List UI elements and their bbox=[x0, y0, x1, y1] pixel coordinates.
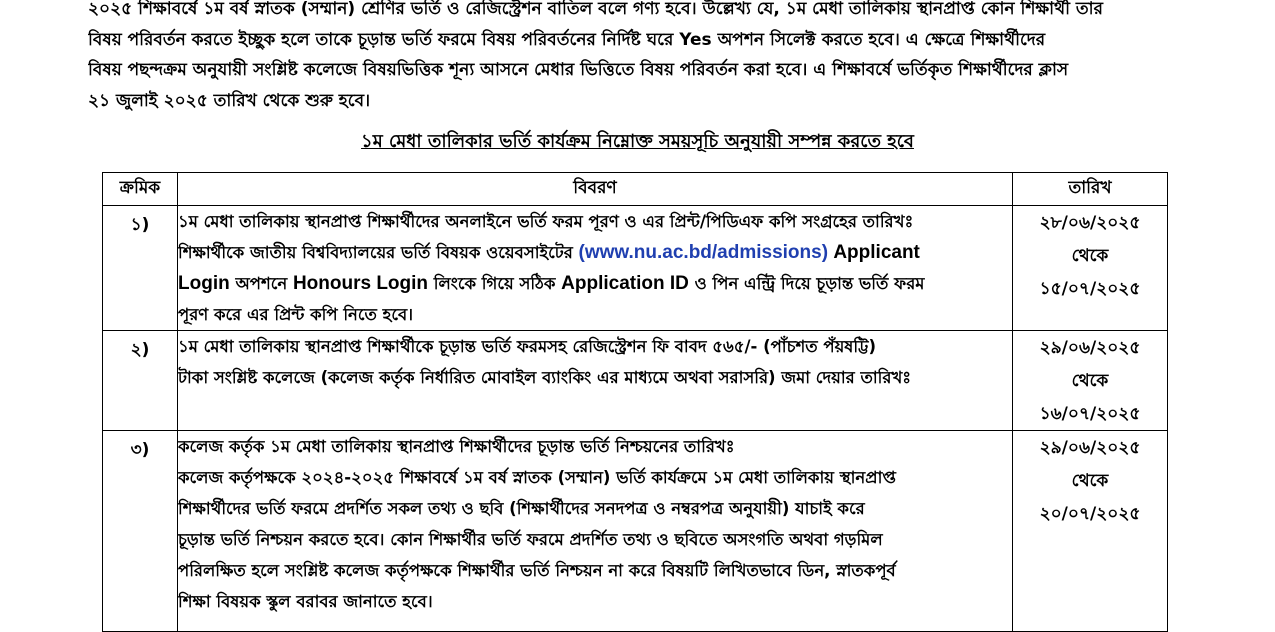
intro-line: ২০২৫ শিক্ষাবর্ষে ১ম বর্ষ স্নাতক (সম্মান) শ্রেণির ভর্তি ও রেজিস্ট্রেশন বাতিল বলে গণ্য হবে। উল্লেখ্য যে, ১ম মেধা তালিকায় স্থানপ্রাপ্ত কোন শিক্ষার্থী তার bbox=[88, 0, 1103, 19]
table-header-row bbox=[103, 173, 1168, 206]
description-cell bbox=[178, 206, 1013, 331]
description-text: ও পিন এন্ট্রি দিয়ে চূড়ান্ত ভর্তি ফরম bbox=[688, 274, 925, 293]
schedule-heading: ১ম মেধা তালিকার ভর্তি কার্যক্রম নিম্নোক্ত সময়সূচি অনুযায়ী সম্পন্ন করতে হবে bbox=[361, 131, 914, 152]
description-line: শিক্ষার্থীদের ভর্তি ফরমে প্রদর্শিত সকল তথ্য ও ছবি (শিক্ষার্থীদের সনদপত্র ও নম্বরপত্র অনুযায়ী) যাচাই করে bbox=[178, 499, 865, 518]
table-row bbox=[103, 331, 1168, 431]
description-line: পরিলক্ষিত হলে সংশ্লিষ্ট কলেজ কর্তৃপক্ষকে শিক্ষার্থীর ভর্তি নিশ্চয়ন না করে বিষয়টি লিখিতভাবে ডিন, স্নাতকপূর্ব bbox=[178, 561, 896, 580]
serial-number: ১) bbox=[130, 215, 150, 235]
header-date: তারিখ bbox=[1013, 173, 1168, 206]
date-separator: থেকে bbox=[1071, 471, 1109, 491]
intro-line: বিষয় পছন্দক্রম অনুযায়ী সংশ্লিষ্ট কলেজে বিষয়ভিত্তিক শূন্য আসনে মেধার ভিত্তিতে বিষয় পরিবর্তন করা হবে। এ শিক্ষাবর্ষে ভর্তিকৃত শিক্ষার্থীদের ক্লাস bbox=[88, 60, 1069, 80]
date-to: ২০/০৭/২০২৫ bbox=[1039, 504, 1141, 524]
date-cell bbox=[1013, 331, 1168, 431]
description-line bbox=[178, 237, 1012, 268]
description-line: শিক্ষা বিষয়ক স্কুল বরাবর জানাতে হবে। bbox=[178, 592, 433, 611]
schedule-table bbox=[102, 172, 1168, 632]
intro-line: ২১ জুলাই ২০২৫ তারিখ থেকে শুরু হবে। bbox=[88, 90, 371, 111]
table-row bbox=[103, 431, 1168, 632]
serial-cell bbox=[103, 206, 178, 331]
description-line: কলেজ কর্তৃপক্ষকে ২০২৪-২০২৫ শিক্ষাবর্ষে ১ম বর্ষ স্নাতক (সম্মান) ভর্তি কার্যক্রমে ১ম মেধা তালিকায় স্থানপ্রাপ্ত bbox=[178, 468, 896, 487]
description-text: Application ID bbox=[561, 273, 689, 294]
description-line: কলেজ কর্তৃক ১ম মেধা তালিকায় স্থানপ্রাপ্ত শিক্ষার্থীদের চূড়ান্ত ভর্তি নিশ্চয়নের তারিখঃ bbox=[178, 437, 735, 456]
description-text: Login bbox=[178, 273, 230, 294]
header-description: বিবরণ bbox=[178, 173, 1013, 206]
date-from: ২৯/০৬/২০২৫ bbox=[1039, 338, 1141, 358]
admissions-link[interactable]: (www.nu.ac.bd/admissions) bbox=[578, 242, 829, 263]
description-line bbox=[178, 268, 1012, 299]
description-cell bbox=[178, 331, 1013, 431]
description-text: Applicant bbox=[828, 242, 920, 263]
description-line: টাকা সংশ্লিষ্ট কলেজে (কলেজ কর্তৃক নির্ধারিত মোবাইল ব্যাংকিং এর মাধ্যমে অথবা সরাসরি) জমা দেয়ার তারিখঃ bbox=[178, 368, 912, 387]
table-row bbox=[103, 206, 1168, 331]
date-cell bbox=[1013, 206, 1168, 331]
description-line: ১ম মেধা তালিকায় স্থানপ্রাপ্ত শিক্ষার্থীদের অনলাইনে ভর্তি ফরম পূরণ ও এর প্রিন্ট/পিডিএফ কপি সংগ্রহের তারিখঃ bbox=[178, 212, 914, 231]
description-text: লিংকে গিয়ে সঠিক bbox=[428, 274, 562, 293]
date-from: ২৯/০৬/২০২৫ bbox=[1039, 438, 1141, 458]
description-text: অপশনে bbox=[229, 274, 293, 293]
date-separator: থেকে bbox=[1071, 246, 1109, 266]
intro-paragraph bbox=[88, 0, 1184, 116]
serial-number: ২) bbox=[130, 340, 150, 360]
description-line: পূরণ করে এর প্রিন্ট কপি নিতে হবে। bbox=[178, 305, 414, 324]
date-from: ২৮/০৬/২০২৫ bbox=[1039, 213, 1141, 233]
header-serial: ক্রমিক bbox=[103, 173, 178, 206]
description-text: Honours Login bbox=[292, 273, 429, 294]
serial-cell bbox=[103, 331, 178, 431]
description-line: ১ম মেধা তালিকায় স্থানপ্রাপ্ত শিক্ষার্থীকে চূড়ান্ত ভর্তি ফরমসহ রেজিস্ট্রেশন ফি বাবদ ৫৬৫/- (পাঁচশত পঁয়ষট্টি) bbox=[178, 337, 877, 356]
date-cell bbox=[1013, 431, 1168, 632]
description-cell bbox=[178, 431, 1013, 632]
serial-number: ৩) bbox=[130, 440, 150, 460]
description-line: চূড়ান্ত ভর্তি নিশ্চয়ন করতে হবে। কোন শিক্ষার্থীর ভর্তি ফরমে প্রদর্শিত তথ্য ও ছবিতে অসংগতি অথবা গড়মিল bbox=[178, 530, 883, 549]
date-to: ১৫/০৭/২০২৫ bbox=[1039, 279, 1141, 299]
serial-cell bbox=[103, 431, 178, 632]
date-to: ১৬/০৭/২০২৫ bbox=[1039, 404, 1141, 424]
description-text: শিক্ষার্থীকে জাতীয় বিশ্ববিদ্যালয়ের ভর্তি বিষয়ক ওয়েবসাইটের bbox=[178, 243, 579, 262]
date-separator: থেকে bbox=[1071, 371, 1109, 391]
intro-line: বিষয় পরিবর্তন করতে ইচ্ছুক হলে তাকে চূড়ান্ত ভর্তি ফরমে বিষয় পরিবর্তনের নির্দিষ্ট ঘরে Yes অপশন সিলেক্ট করতে হবে। এ ক্ষেত্রে শিক্ষার্থীদের bbox=[88, 29, 1046, 50]
